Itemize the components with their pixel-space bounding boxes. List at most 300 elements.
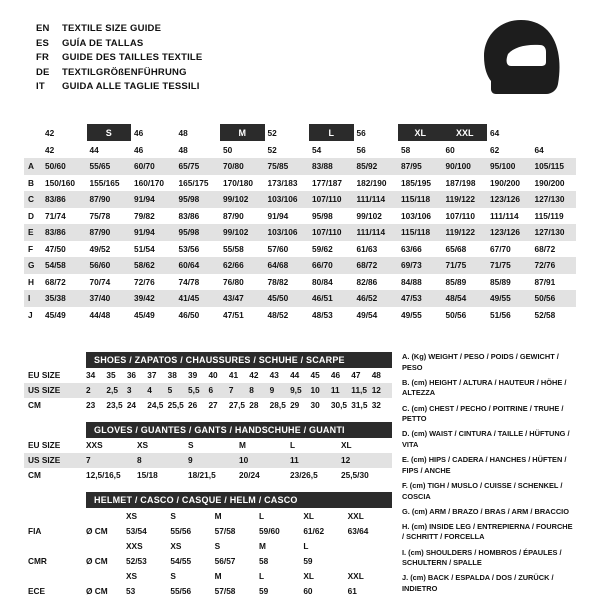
table-row (24, 158, 576, 175)
cell: 11 (290, 455, 299, 465)
cell: 95/98 (312, 210, 333, 221)
cell: 78/82 (267, 276, 289, 287)
language-title: GUIDA ALLE TAGLIE TESSILI (62, 81, 200, 92)
size-number: 64 (532, 141, 577, 158)
cell: 63/64 (347, 525, 369, 536)
cell: 47/53 (401, 293, 422, 304)
cell: 12,5/16,5 (86, 470, 121, 480)
cell: 71/74 (45, 210, 66, 221)
cell: 41 (228, 370, 239, 380)
cell: 170/180 (223, 177, 253, 188)
cell: 53/54 (126, 525, 147, 536)
cell: 44/48 (89, 309, 111, 320)
helmet-title: HELMET / CASCO / CASQUE / HELM / CASCO (86, 492, 392, 508)
cell: 83/88 (312, 161, 333, 172)
language-title: TEXTILGRÖßENFÜHRUNG (62, 66, 187, 78)
cell: 91/94 (267, 210, 289, 221)
row-label: US SIZE (28, 385, 61, 395)
size-number: 44 (87, 141, 132, 158)
cell: 55/58 (223, 243, 244, 254)
cell: 50/56 (445, 309, 467, 320)
helmet-fia-sizes (24, 508, 392, 523)
cell: 57/60 (267, 243, 289, 254)
cell: 55/65 (89, 161, 111, 172)
cell: 55/56 (170, 525, 192, 536)
language-row (36, 66, 336, 81)
cell: 187/198 (445, 177, 476, 188)
cell: 60/70 (134, 161, 155, 172)
size-number: 42 (42, 141, 87, 158)
cell: 4 (147, 385, 152, 395)
cell: 83/86 (45, 194, 66, 205)
cell: 115/118 (401, 227, 431, 238)
cell: 43/47 (223, 293, 244, 304)
cell: 6 (208, 385, 214, 395)
helmet-ece-values (24, 583, 392, 598)
size-band-s: S (87, 124, 132, 141)
table-row (24, 257, 576, 274)
size-number: 48 (176, 124, 221, 141)
language-row (36, 51, 336, 66)
cell: 49/55 (401, 309, 422, 320)
table-row (24, 241, 576, 258)
cell: 27,5 (228, 400, 245, 410)
cell: 23 (86, 400, 96, 410)
cell: XS (126, 570, 138, 581)
cell: 9,5 (290, 385, 302, 395)
row-label: B (28, 177, 34, 188)
cell: 18/21,5 (188, 470, 216, 480)
cell: 53 (126, 585, 136, 596)
cell: 52/53 (126, 555, 147, 566)
language-code: ES (36, 37, 50, 49)
cell: 71/75 (445, 260, 467, 271)
cell: 45/50 (267, 293, 289, 304)
row-label: E (28, 227, 34, 238)
size-band-m: M (220, 124, 265, 141)
cell: M (214, 510, 222, 521)
legend-item: J. (cm) BACK / ESPALDA / DOS / ZURÜCK / INDIETRO (402, 573, 554, 594)
cell: 111/114 (490, 210, 519, 221)
size-band-l: L (309, 124, 354, 141)
cell: 58/62 (134, 260, 155, 271)
shoes-section (24, 352, 392, 413)
cell: 63/66 (401, 243, 422, 254)
row-label: CM (28, 470, 41, 480)
shoes-row-cm (24, 398, 392, 413)
gloves-title: GLOVES / GUANTES / GANTS / HANDSCHUHE / GUANTI (86, 422, 392, 438)
cell: 105/115 (534, 161, 565, 172)
shoes-title: SHOES / ZAPATOS / CHAUSSURES / SCHUHE / SCARPE (86, 352, 392, 368)
cell: 28,5 (269, 400, 286, 410)
cell: 60/64 (178, 260, 200, 271)
table-header-numbers (24, 141, 576, 158)
cell: 83/86 (178, 210, 200, 221)
size-number: 56 (354, 124, 399, 141)
cell: 35/38 (45, 293, 66, 304)
cell: 2 (86, 385, 91, 395)
cell: 28 (249, 400, 259, 410)
cell: 155/165 (89, 177, 120, 188)
cell: 87/90 (89, 227, 111, 238)
left-column (24, 352, 392, 607)
cell: 52/58 (534, 309, 556, 320)
cell: 43 (269, 370, 279, 380)
cell: 127/130 (534, 227, 565, 238)
size-band-xxl: XXL (443, 124, 488, 141)
cell: 87/95 (401, 161, 422, 172)
size-number: 48 (176, 141, 221, 158)
cell: 107/110 (445, 210, 476, 221)
helmet-cmr-values (24, 553, 392, 568)
cell: 182/190 (356, 177, 387, 188)
helmet-fia-values (24, 523, 392, 538)
cell: 39/42 (134, 293, 155, 304)
row-label: EU SIZE (28, 370, 61, 380)
cell: 56/57 (214, 555, 236, 566)
cell: 48/53 (312, 309, 333, 320)
legend-item: F. (cm) TIGH / MUSLO / CUISSE / SCHENKEL / COSCIA (402, 480, 563, 501)
legend-item: B. (cm) HEIGHT / ALTURA / HAUTEUR / HÖHE / ALTEZZA (402, 377, 567, 398)
cell: 40 (208, 370, 218, 380)
cell: 2,5 (106, 385, 118, 395)
cell: 79/82 (134, 210, 155, 221)
cell: 51/54 (134, 243, 155, 254)
cell: 15/18 (137, 470, 158, 480)
cell: 61/62 (303, 525, 325, 536)
helmet-cmr-sizes (24, 538, 392, 553)
cell: 10 (310, 385, 320, 395)
table-row (24, 175, 576, 192)
cell: 66/70 (312, 260, 333, 271)
legend-list (402, 352, 576, 595)
cell: 59/62 (312, 243, 333, 254)
row-label: C (28, 194, 34, 205)
size-number: 62 (487, 141, 532, 158)
legend-item: I. (cm) SHOULDERS / HOMBROS / ÉPAULES / SCHULTERN / SPALLE (402, 547, 562, 568)
cell: 99/102 (223, 194, 249, 205)
cell: 45/49 (134, 309, 155, 320)
cell: 48/54 (445, 293, 467, 304)
cell: 57/58 (214, 525, 236, 536)
cell: 37 (147, 370, 157, 380)
cell: 173/183 (267, 177, 298, 188)
unit-label: Ø CM (86, 585, 108, 596)
cell: 7 (228, 385, 234, 395)
row-label: J (28, 309, 33, 320)
size-number: 46 (131, 141, 176, 158)
table-row (24, 290, 576, 307)
cell: 70/80 (223, 161, 244, 172)
size-band-xl: XL (398, 124, 443, 141)
cell: 45/49 (45, 309, 66, 320)
cell: 54/58 (45, 260, 66, 271)
cell: 24 (126, 400, 137, 410)
cell: 72/76 (134, 276, 155, 287)
cell: 25,5 (167, 400, 184, 410)
cell: 64/68 (267, 260, 289, 271)
cell: 30 (310, 400, 320, 410)
cell: 47/50 (45, 243, 66, 254)
cell: 85/89 (445, 276, 467, 287)
unit-label: Ø CM (86, 555, 108, 566)
table-row (24, 274, 576, 291)
cell: 82/86 (356, 276, 378, 287)
language-code: IT (36, 81, 45, 92)
cell: 87/90 (89, 194, 111, 205)
cell: 20/24 (239, 470, 260, 480)
cell: 35 (106, 370, 116, 380)
cell: 57/58 (214, 585, 236, 596)
cell: 49/55 (490, 293, 511, 304)
cell: 36 (126, 370, 137, 380)
legend-item: H. (cm) INSIDE LEG / ENTREPIERNA / FOURCHE / SCHRITT / FORCELLA (402, 521, 573, 542)
cell: 61 (347, 585, 357, 596)
size-number: 58 (398, 141, 443, 158)
cell: 115/119 (534, 210, 564, 221)
table-row (24, 191, 576, 208)
gloves-section (24, 422, 392, 483)
helmet-ece-sizes (24, 568, 392, 583)
row-label: CM (28, 400, 41, 410)
table-row (24, 307, 576, 324)
shoes-row-eu (24, 368, 392, 383)
cell: L (258, 570, 265, 581)
row-label: D (28, 210, 34, 221)
cell: S (188, 440, 194, 450)
language-title: TEXTILE SIZE GUIDE (62, 23, 162, 34)
cell: 75/85 (267, 161, 289, 172)
cell: S (170, 510, 176, 521)
cell: 3 (126, 385, 132, 395)
cell: 9 (188, 455, 193, 465)
cell: 185/195 (401, 177, 431, 188)
cell: 177/187 (312, 177, 342, 188)
size-number: 52 (265, 124, 310, 141)
cell: 115/118 (401, 194, 431, 205)
legend-item: E. (cm) HIPS / CADERA / HANCHES / HÜFTEN / FIPS / ANCHE (402, 455, 567, 475)
cell: 7 (86, 455, 91, 465)
cell: M (214, 570, 222, 581)
cell: 103/106 (267, 227, 298, 238)
cell: 84/88 (401, 276, 422, 287)
legend-item: C. (cm) CHEST / PECHO / POITRINE / TRUHE / PETTO (402, 403, 564, 424)
cell: XXL (347, 510, 364, 521)
cell: XL (303, 510, 314, 521)
cell: 85/92 (356, 161, 378, 172)
cell: 54/55 (170, 555, 192, 566)
cell: M (239, 440, 246, 450)
cell: 119/122 (445, 194, 476, 205)
cell: 68/72 (534, 243, 556, 254)
cell: 45 (310, 370, 320, 380)
size-number: 50 (220, 141, 265, 158)
cell: 11,5 (351, 385, 367, 395)
cell: 62/66 (223, 260, 244, 271)
cell: 5,5 (188, 385, 200, 395)
gloves-row-eu (24, 438, 392, 453)
row-label: ECE (28, 585, 46, 596)
cell: 99/102 (356, 210, 382, 221)
cell: 46/51 (312, 293, 333, 304)
cell: XL (341, 440, 352, 450)
cell: XXS (86, 440, 103, 450)
row-label: EU SIZE (28, 440, 61, 450)
cell: 11 (330, 385, 340, 395)
cell: 95/98 (178, 227, 200, 238)
cell: 123/126 (490, 194, 520, 205)
cell: 190/200 (490, 177, 520, 188)
cell: M (258, 540, 266, 551)
cell: 49/52 (89, 243, 111, 254)
cell: XXL (347, 570, 364, 581)
cell: 46/50 (178, 309, 200, 320)
cell: 39 (188, 370, 198, 380)
language-title: GUIDE DES TAILLES TEXTILE (62, 52, 203, 63)
size-number: 64 (487, 124, 532, 141)
cell: 50/60 (45, 161, 66, 172)
cell: 24,5 (147, 400, 164, 410)
cell: XL (303, 570, 314, 581)
cell: 59/60 (258, 525, 280, 536)
cell: 41/45 (178, 293, 200, 304)
cell: 68/72 (356, 260, 378, 271)
cell: 103/106 (267, 194, 298, 205)
cell: 44 (290, 370, 300, 380)
cell: 65/68 (445, 243, 467, 254)
cell: XS (137, 440, 149, 450)
legend-item: A. (Kg) WEIGHT / PESO / POIDS / GEWICHT / PESO (402, 352, 559, 372)
legend-item: D. (cm) WAIST / CINTURA / TAILLE / HÜFTUNG / VITA (402, 429, 570, 449)
cell: 10 (239, 455, 249, 465)
shoes-row-us (24, 383, 392, 398)
row-label: I (28, 293, 31, 304)
cell: 111/114 (356, 227, 386, 238)
cell: 150/160 (45, 177, 75, 188)
cell: 27 (208, 400, 218, 410)
cell: 47/51 (223, 309, 244, 320)
cell: S (214, 540, 221, 551)
cell: 69/73 (401, 260, 422, 271)
cell: 12 (371, 385, 381, 395)
legend-column (392, 352, 576, 607)
cell: 48 (371, 370, 381, 380)
cell: 103/106 (401, 210, 431, 221)
cell: 60 (303, 585, 313, 596)
cell: 50/56 (534, 293, 556, 304)
row-label: H (28, 276, 34, 287)
cell: L (303, 540, 309, 551)
cell: 29 (290, 400, 300, 410)
cell: XXS (126, 540, 143, 551)
cell: 85/89 (490, 276, 511, 287)
language-title: GUÍA DE TALLAS (62, 37, 144, 49)
cell: 30,5 (330, 400, 348, 410)
unit-label: Ø CM (86, 525, 108, 536)
size-number: 56 (354, 141, 399, 158)
gloves-row-us (24, 453, 392, 468)
language-list (36, 22, 336, 95)
cell: 9 (269, 385, 275, 395)
measurement-table (24, 124, 576, 323)
cell: 75/78 (89, 210, 111, 221)
table-header-bands (24, 124, 576, 141)
row-label: US SIZE (28, 455, 61, 465)
cell: 23/26,5 (290, 470, 318, 480)
cell: 76/80 (223, 276, 244, 287)
cell: 59 (258, 585, 269, 596)
language-row (36, 22, 336, 37)
language-row (36, 80, 336, 95)
cell: 67/70 (490, 243, 511, 254)
cell: 107/110 (312, 194, 342, 205)
cell: 8 (249, 385, 254, 395)
row-label: FIA (28, 525, 42, 536)
cell: 59 (303, 555, 313, 566)
cell: 25,5/30 (341, 470, 369, 480)
size-number: 42 (42, 124, 87, 141)
size-number: 52 (265, 141, 310, 158)
cell: 34 (86, 370, 96, 380)
legend-item: G. (cm) ARM / BRAZO / BRAS / ARM / BRACCIO (402, 506, 569, 516)
cell: 107/110 (312, 227, 342, 238)
cell: S (170, 570, 176, 581)
cell: 68/72 (45, 276, 66, 287)
cell: 80/84 (312, 276, 333, 287)
cell: L (258, 510, 265, 521)
row-label: G (28, 260, 35, 271)
cell: 58 (258, 555, 269, 566)
cell: 165/175 (178, 177, 209, 188)
cell: 91/94 (134, 227, 155, 238)
cell: 48/52 (267, 309, 289, 320)
language-row (36, 37, 336, 52)
cell: XS (170, 540, 182, 551)
cell: 70/74 (89, 276, 111, 287)
cell: 123/126 (490, 227, 520, 238)
cell: 55/56 (170, 585, 192, 596)
cell: 5 (167, 385, 173, 395)
cell: L (290, 440, 296, 450)
row-label: A (28, 161, 34, 172)
size-number: 54 (309, 141, 354, 158)
cell: 95/100 (490, 161, 516, 172)
cell: 23,5 (106, 400, 123, 410)
cell: 119/122 (445, 227, 476, 238)
cell: 12 (341, 455, 351, 465)
cell: 42 (249, 370, 259, 380)
cell: 190/200 (534, 177, 565, 188)
cell: 31,5 (351, 400, 368, 410)
cell: 95/98 (178, 194, 200, 205)
cell: 26 (188, 400, 198, 410)
cell: 83/86 (45, 227, 66, 238)
language-code: FR (36, 52, 50, 63)
cell: XS (126, 510, 138, 521)
cell: 74/78 (178, 276, 200, 287)
cell: 46/52 (356, 293, 378, 304)
helmet-icon (478, 18, 564, 98)
cell: 46 (330, 370, 341, 380)
cell: 90/100 (445, 161, 471, 172)
cell: 32 (371, 400, 381, 410)
row-label: CMR (28, 555, 47, 566)
cell: 38 (167, 370, 177, 380)
gloves-row-cm (24, 468, 392, 483)
cell: 87/90 (223, 210, 244, 221)
cell: 37/40 (89, 293, 111, 304)
cell: 160/170 (134, 177, 164, 188)
